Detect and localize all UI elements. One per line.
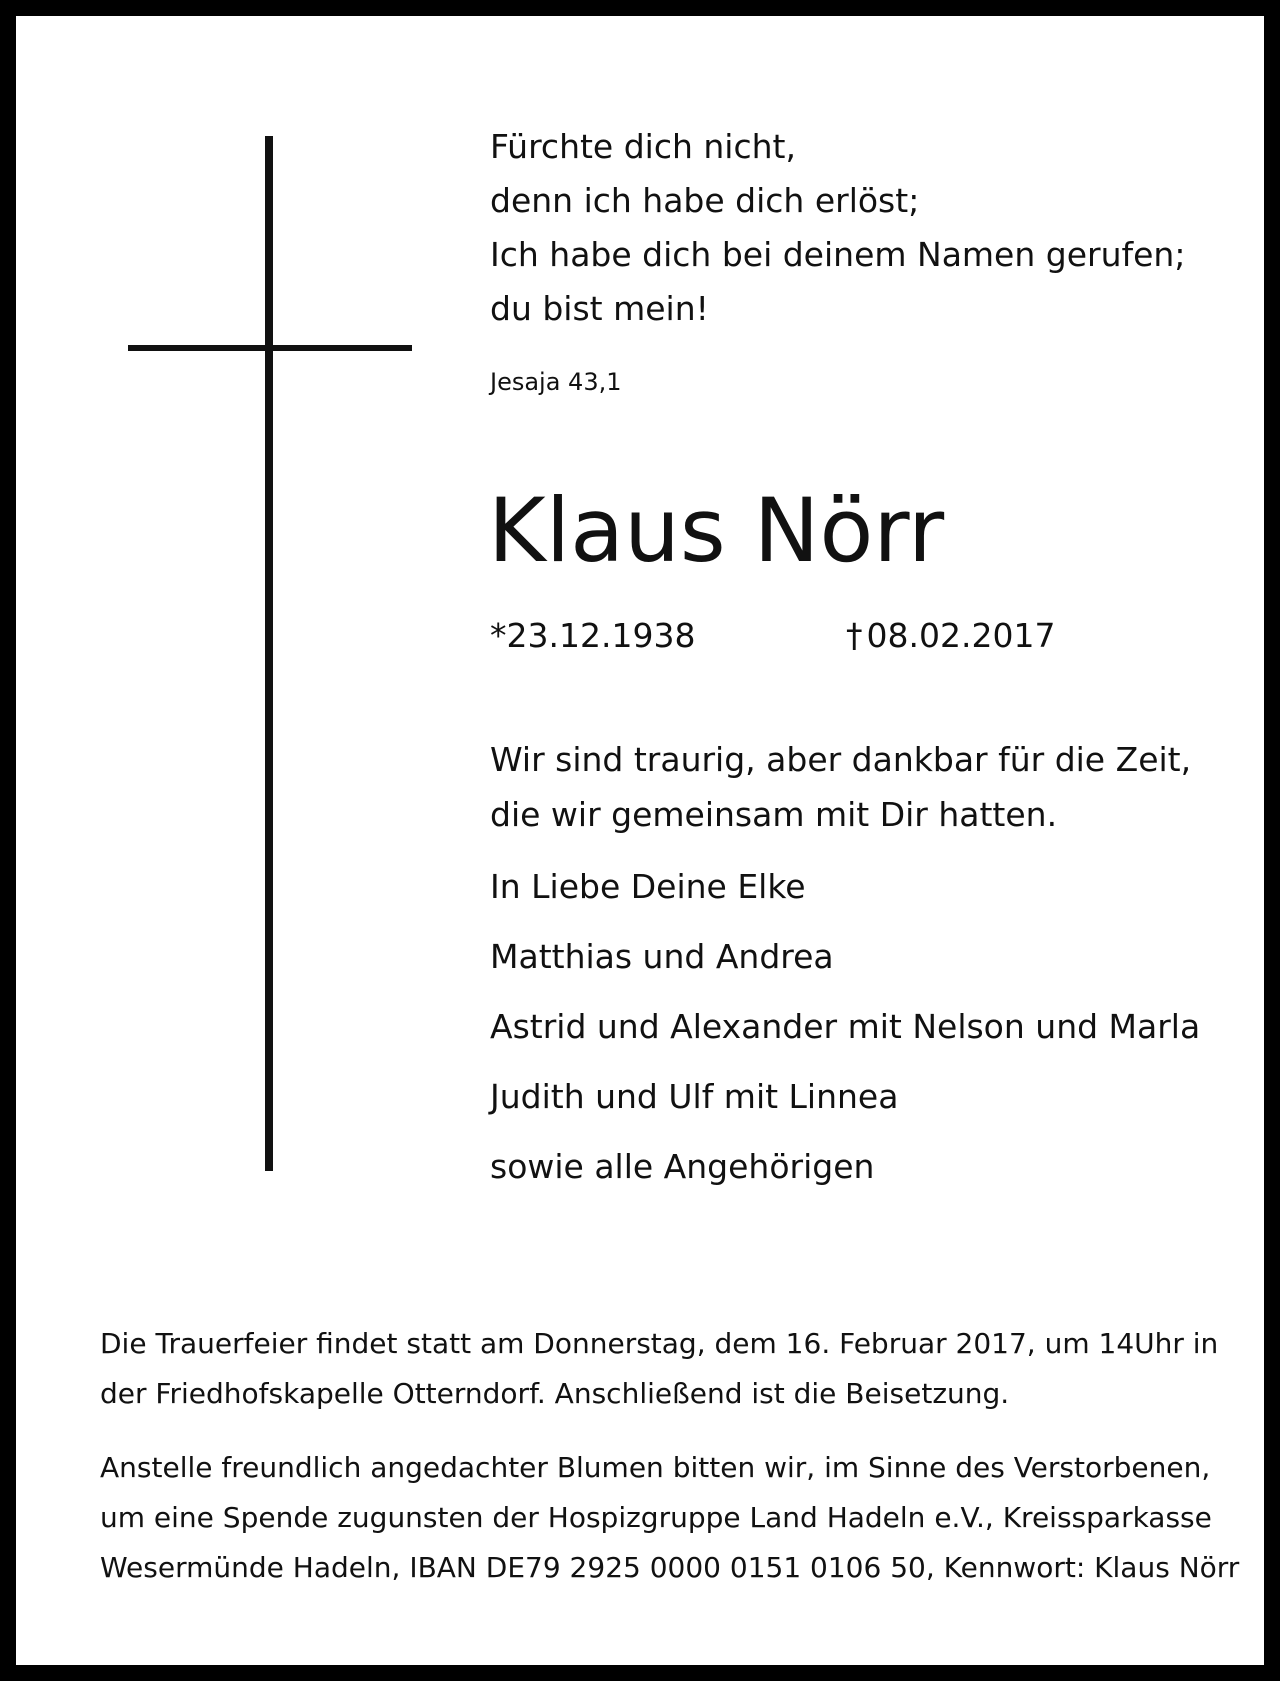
funeral-info-line: Die Trauerfeier findet statt am Donnerstag, dem 16. Februar 2017, um 14Uhr in	[100, 1327, 1219, 1360]
mourner-entry: Astrid und Alexander mit Nelson und Marla	[490, 1007, 1201, 1046]
donation-request	[100, 1443, 1239, 1593]
mourner-entry: Judith und Ulf mit Linnea	[490, 1077, 899, 1116]
mourner-entry: sowie alle Angehörigen	[490, 1147, 875, 1186]
death-date: 08.02.2017	[866, 616, 1056, 655]
verse-line: Fürchte dich nicht,	[490, 127, 796, 166]
funeral-service-info	[100, 1319, 1218, 1419]
death-date-group	[846, 614, 1055, 658]
obituary-notice	[16, 16, 1264, 1665]
verse-line: Ich habe dich bei deinem Namen gerufen;	[490, 235, 1186, 274]
gratitude-line: die wir gemeinsam mit Dir hatten.	[490, 795, 1058, 834]
gratitude-statement	[490, 732, 1191, 842]
verse-line: denn ich habe dich erlöst;	[490, 181, 920, 220]
gratitude-line: Wir sind traurig, aber dankbar für die Zeit,	[490, 740, 1192, 779]
funeral-info-line: der Friedhofskapelle Otterndorf. Anschließend ist die Beisetzung.	[100, 1377, 1010, 1410]
birth-date: 23.12.1938	[506, 616, 696, 655]
verse-line: du bist mein!	[490, 289, 709, 328]
cross-icon-horizontal-bar	[128, 345, 412, 351]
donation-info-line: Anstelle freundlich angedachter Blumen bitten wir, im Sinne des Verstorbenen,	[100, 1451, 1211, 1484]
cross-icon-vertical-bar	[265, 136, 273, 1171]
verse-reference: Jesaja 43,1	[490, 368, 622, 396]
bible-verse	[490, 120, 1185, 336]
donation-info-line: um eine Spende zugunsten der Hospizgruppe Land Hadeln e.V., Kreissparkasse	[100, 1501, 1212, 1534]
mourner-entry: In Liebe Deine Elke	[490, 867, 806, 906]
donation-info-line: Wesermünde Hadeln, IBAN DE79 2925 0000 0151 0106 50, Kennwort: Klaus Nörr	[100, 1551, 1240, 1584]
mourner-entry: Matthias und Andrea	[490, 937, 834, 976]
birth-symbol: *	[490, 616, 507, 655]
birth-date-group	[490, 614, 695, 658]
death-cross-icon: †	[846, 616, 863, 655]
deceased-name: Klaus Nörr	[488, 479, 945, 582]
mourners-list	[490, 852, 1200, 1202]
